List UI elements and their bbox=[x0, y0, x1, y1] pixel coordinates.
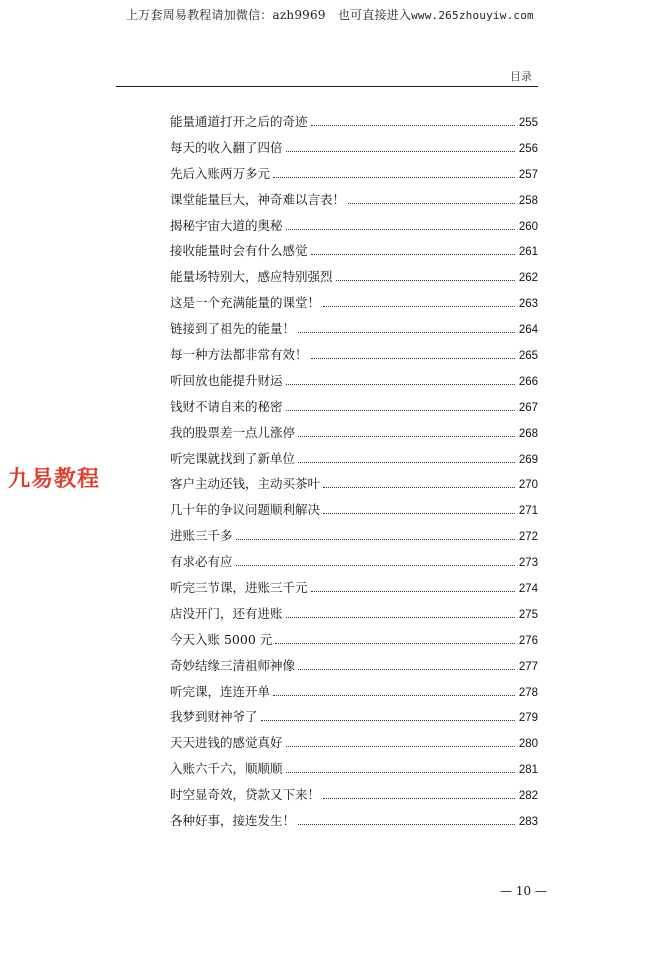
toc-entry-title: 能量通道打开之后的奇迹 bbox=[170, 114, 308, 129]
toc-entry-title: 每一种方法都非常有效！ bbox=[170, 347, 308, 363]
toc-entry[interactable] bbox=[170, 785, 538, 811]
toc-entry-page: 256 bbox=[518, 142, 538, 155]
dot-leader bbox=[286, 384, 515, 385]
dot-leader bbox=[348, 203, 515, 204]
toc-entry-page: 263 bbox=[518, 298, 538, 311]
toc-entry-page: 269 bbox=[518, 453, 538, 466]
toc-entry-page: 260 bbox=[518, 220, 538, 233]
toc-entry[interactable] bbox=[170, 319, 538, 345]
dot-leader bbox=[298, 462, 515, 463]
toc-entry[interactable] bbox=[170, 267, 538, 293]
dot-leader bbox=[323, 487, 515, 488]
dot-leader bbox=[286, 746, 515, 747]
toc-entry[interactable] bbox=[170, 578, 538, 604]
toc-entry[interactable] bbox=[170, 500, 538, 526]
toc-entry-title: 我梦到财神爷了 bbox=[170, 709, 258, 725]
toc-entry-page: 282 bbox=[518, 790, 538, 803]
dot-leader bbox=[261, 720, 515, 721]
toc-entry-page: 273 bbox=[518, 557, 538, 570]
toc-entry-title: 课堂能量巨大，神奇难以言表！ bbox=[170, 191, 346, 207]
toc-entry[interactable] bbox=[170, 552, 538, 578]
toc-entry-title: 我的股票差一点儿涨停 bbox=[170, 424, 296, 440]
toc-entry-page: 276 bbox=[518, 634, 538, 647]
dot-leader bbox=[298, 669, 515, 670]
toc-entry[interactable] bbox=[170, 423, 538, 449]
toc-entry[interactable] bbox=[170, 811, 538, 837]
toc-entry-title: 客户主动还钱，主动买茶叶 bbox=[170, 476, 321, 492]
toc-entry-title: 钱财不请自来的秘密 bbox=[170, 398, 283, 414]
toc-entry-page: 275 bbox=[518, 608, 538, 621]
toc-entry-page: 266 bbox=[518, 375, 538, 388]
toc-entry-page: 257 bbox=[518, 168, 538, 181]
toc-entry-page: 280 bbox=[518, 738, 538, 751]
top-banner bbox=[0, 6, 660, 23]
toc-entry[interactable] bbox=[170, 682, 538, 708]
toc-entry[interactable] bbox=[170, 449, 538, 475]
toc-entry[interactable] bbox=[170, 371, 538, 397]
dot-leader bbox=[298, 436, 515, 437]
toc-entry-title: 天天进钱的感觉真好 bbox=[170, 735, 283, 751]
toc-entry-page: 272 bbox=[518, 531, 538, 544]
dot-leader bbox=[323, 798, 515, 799]
toc-entry-page: 281 bbox=[518, 764, 538, 777]
toc-entry-title: 进账三千多 bbox=[170, 528, 233, 544]
dot-leader bbox=[275, 643, 515, 644]
toc-entry-title: 揭秘宇宙大道的奥秘 bbox=[170, 217, 283, 233]
toc-entry-page: 271 bbox=[518, 505, 538, 518]
dot-leader bbox=[323, 306, 515, 307]
toc-entry-title: 这是一个充满能量的课堂！ bbox=[170, 295, 321, 311]
toc-entry-title: 接收能量时会有什么感觉 bbox=[170, 243, 308, 259]
toc-entry[interactable] bbox=[170, 759, 538, 785]
toc-entry[interactable] bbox=[170, 293, 538, 319]
toc-entry[interactable] bbox=[170, 345, 538, 371]
toc-entry-page: 261 bbox=[518, 246, 538, 259]
toc-entry[interactable] bbox=[170, 112, 538, 138]
dot-leader bbox=[336, 280, 515, 281]
toc-entry-title: 听完课，连连开单 bbox=[170, 683, 271, 699]
toc-entry-page: 279 bbox=[518, 712, 538, 725]
toc-entry-title: 链接到了祖先的能量！ bbox=[170, 321, 296, 337]
toc-entry-page: 274 bbox=[518, 583, 538, 596]
toc-entry-title: 听回放也能提升财运 bbox=[170, 372, 283, 388]
toc-entry-title: 入账六千六，顺顺顺 bbox=[170, 761, 283, 777]
toc-entry-page: 265 bbox=[518, 350, 538, 363]
banner-text: 上万套周易教程请加微信：azh9969 也可直接进入 bbox=[126, 8, 412, 22]
dot-leader bbox=[286, 151, 515, 152]
toc-entry[interactable] bbox=[170, 707, 538, 733]
toc-entry-page: 277 bbox=[518, 660, 538, 673]
toc-entry-title: 店没开门，还有进账 bbox=[170, 605, 283, 621]
toc-entry-title: 每天的收入翻了四倍 bbox=[170, 139, 283, 155]
banner-url[interactable]: www.265zhouyiw.com bbox=[411, 9, 534, 22]
page-number: — 10 — bbox=[500, 884, 547, 898]
toc-entry-title: 几十年的争议问题顺利解决 bbox=[170, 502, 321, 518]
toc-entry[interactable] bbox=[170, 656, 538, 682]
dot-leader bbox=[311, 254, 515, 255]
toc-entry-title: 今天入账 5000 元 bbox=[170, 631, 273, 647]
dot-leader bbox=[236, 565, 515, 566]
toc-entry[interactable] bbox=[170, 630, 538, 656]
dot-leader bbox=[286, 410, 515, 411]
toc-entry-page: 258 bbox=[518, 194, 538, 207]
header-rule bbox=[116, 86, 538, 87]
dot-leader bbox=[298, 332, 515, 333]
table-of-contents bbox=[170, 112, 538, 837]
toc-entry-title: 奇妙结缘三清祖师神像 bbox=[170, 657, 296, 673]
toc-entry-title: 听完课就找到了新单位 bbox=[170, 450, 296, 466]
toc-entry-page: 270 bbox=[518, 479, 538, 492]
toc-entry[interactable] bbox=[170, 241, 538, 267]
toc-entry-title: 有求必有应 bbox=[170, 554, 233, 570]
toc-entry[interactable] bbox=[170, 604, 538, 630]
dot-leader bbox=[273, 177, 515, 178]
toc-entry-page: 278 bbox=[518, 686, 538, 699]
toc-entry-page: 267 bbox=[518, 401, 538, 414]
toc-entry-title: 各种好事，接连发生！ bbox=[170, 813, 296, 829]
toc-entry-page: 268 bbox=[518, 427, 538, 440]
dot-leader bbox=[273, 695, 515, 696]
toc-entry-page: 283 bbox=[518, 816, 538, 829]
dot-leader bbox=[311, 591, 515, 592]
toc-entry[interactable] bbox=[170, 526, 538, 552]
toc-entry-title: 时空显奇效，贷款又下来！ bbox=[170, 787, 321, 803]
toc-entry[interactable] bbox=[170, 474, 538, 500]
dot-leader bbox=[311, 358, 515, 359]
dot-leader bbox=[298, 824, 515, 825]
toc-entry-page: 264 bbox=[518, 324, 538, 337]
toc-entry-title: 先后入账两万多元 bbox=[170, 165, 271, 181]
toc-entry[interactable] bbox=[170, 733, 538, 759]
toc-entry[interactable] bbox=[170, 138, 538, 164]
toc-entry[interactable] bbox=[170, 190, 538, 216]
toc-entry[interactable] bbox=[170, 164, 538, 190]
dot-leader bbox=[286, 229, 515, 230]
toc-entry[interactable] bbox=[170, 397, 538, 423]
toc-entry[interactable] bbox=[170, 216, 538, 242]
dot-leader bbox=[286, 772, 515, 773]
toc-entry-title: 听完三节课，进账三千元 bbox=[170, 580, 308, 596]
running-header: 目录 bbox=[510, 70, 532, 83]
dot-leader bbox=[311, 125, 515, 126]
toc-entry-page: 262 bbox=[518, 272, 538, 285]
toc-entry-title: 能量场特别大，感应特别强烈 bbox=[170, 269, 333, 285]
watermark-logo: 九易教程 bbox=[8, 467, 101, 492]
dot-leader bbox=[286, 617, 515, 618]
toc-entry-page: 255 bbox=[518, 117, 538, 129]
dot-leader bbox=[323, 513, 515, 514]
dot-leader bbox=[236, 539, 515, 540]
